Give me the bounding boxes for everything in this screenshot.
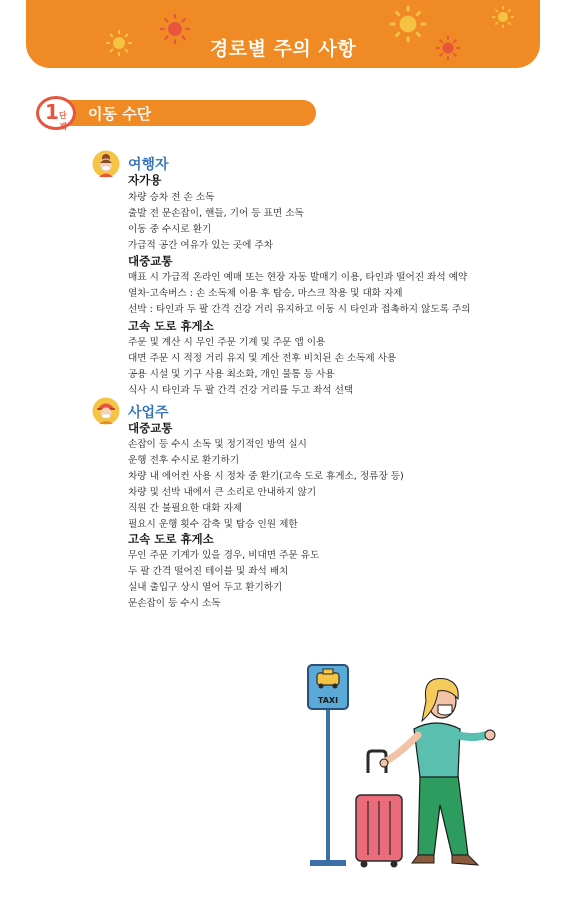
list-item: 실내 출입구 상시 열어 두고 환기하기 xyxy=(128,582,283,593)
list-item: 차량 및 선박 내에서 큰 소리로 안내하지 않기 xyxy=(128,487,317,498)
header-banner xyxy=(26,0,540,68)
traveler-avatar-icon xyxy=(92,150,120,178)
list-item: 매표 시 가급적 온라인 예매 또는 현장 자동 발매기 이용, 타인과 떨어진 좌석 예약 xyxy=(128,272,468,283)
list-item: 대면 주문 시 적정 거리 유지 및 계산 전후 비치된 손 소독제 사용 xyxy=(128,353,397,364)
list-item: 공용 시설 및 기구 사용 최소화, 개인 물통 등 사용 xyxy=(128,369,335,380)
list-item: 출발 전 문손잡이, 핸들, 기어 등 표면 소독 xyxy=(128,208,304,219)
stage-header xyxy=(36,96,316,130)
list-item: 두 팔 간격 떨어진 테이블 및 좌석 배치 xyxy=(128,566,289,577)
sun-icon xyxy=(492,6,514,28)
list-item: 주문 및 계산 시 무인 주문 기계 및 주문 앱 이용 xyxy=(128,337,326,348)
list-item: 손잡이 등 수시 소독 및 정기적인 방역 실시 xyxy=(128,439,307,450)
business-title: 사업주 xyxy=(128,405,169,421)
section-heading: 대중교통 xyxy=(128,254,173,268)
list-item: 문손잡이 등 수시 소독 xyxy=(128,598,221,609)
list-item: 차량 내 에어컨 사용 시 정차 중 환기(고속 도로 휴게소, 정류장 등) xyxy=(128,471,404,482)
business-avatar-icon xyxy=(92,397,120,425)
traveler-title: 여행자 xyxy=(128,157,169,173)
list-item: 운행 전후 수시로 환기하기 xyxy=(128,455,240,466)
section-heading: 고속 도로 휴게소 xyxy=(128,532,214,546)
list-item: 이동 중 수시로 환기 xyxy=(128,224,212,235)
stage-title: 이동 수단 xyxy=(88,105,152,123)
list-item: 직원 간 불필요한 대화 자제 xyxy=(128,503,243,514)
list-item: 선박 : 타인과 두 팔 간격 건강 거리 유지하고 이동 시 타인과 접촉하지 않도록 주의 xyxy=(128,304,471,315)
taxi-sign-label: TAXI xyxy=(317,696,339,705)
list-item: 필요시 운행 횟수 감축 및 탑승 인원 제한 xyxy=(128,519,298,530)
list-item: 가급적 공간 여유가 있는 곳에 주차 xyxy=(128,240,273,251)
section-heading: 고속 도로 휴게소 xyxy=(128,319,214,333)
list-item: 열차·고속버스 : 손 소독제 이용 후 탑승, 마스크 착용 및 대화 자제 xyxy=(128,288,403,299)
page-title: 경로별 주의 사항 xyxy=(209,38,357,60)
traveler-taxi-illustration xyxy=(290,655,510,875)
list-item: 차량 승차 전 손 소독 xyxy=(128,192,215,203)
list-item: 무인 주문 기계가 있을 경우, 비대면 주문 유도 xyxy=(128,550,320,561)
stage-number: 1 xyxy=(45,100,59,124)
section-heading: 자가용 xyxy=(128,173,162,187)
stage-unit: 단계 xyxy=(59,111,67,131)
list-item: 식사 시 타인과 두 팔 간격 건강 거리를 두고 좌석 선택 xyxy=(128,385,354,396)
stage-badge xyxy=(36,96,76,130)
section-heading: 대중교통 xyxy=(128,421,173,435)
